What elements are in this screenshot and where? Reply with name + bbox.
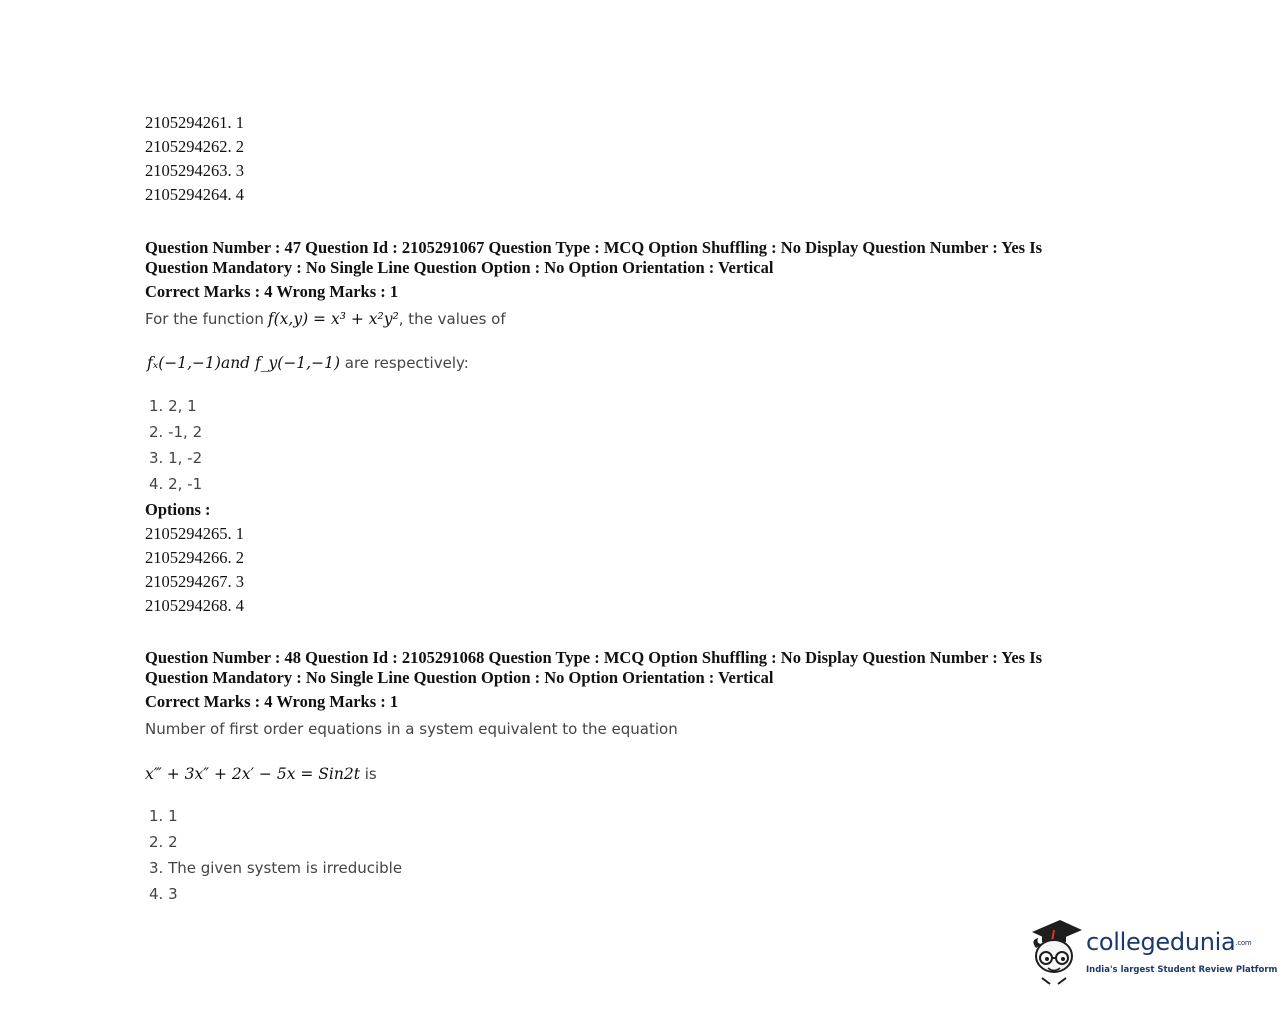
option-id-line: 2105294266. 2	[145, 548, 244, 567]
question-47-text-suffix: , the values of	[398, 310, 506, 328]
question-47-derivatives: fₓ(−1,−1)and f_y(−1,−1)	[147, 354, 340, 372]
question-48-choice: 2. 2	[149, 833, 178, 851]
question-48-equation-suffix: is	[359, 765, 377, 783]
question-47-derivative-suffix: are respectively:	[340, 354, 469, 372]
question-47-derivative-line	[147, 351, 469, 375]
option-id-line: 2105294268. 4	[145, 596, 244, 615]
question-47-meta-line1: Question Number : 47 Question Id : 2105291067 Question Type : MCQ Option Shuffling : No Display Question Number : Yes Is	[145, 238, 1043, 257]
question-47-text	[145, 307, 506, 331]
question-47-choice: 3. 1, -2	[149, 449, 203, 467]
option-id-line: 2105294263. 3	[145, 161, 244, 180]
logo-tagline: India's largest Student Review Platform	[1086, 965, 1278, 975]
option-id-line: 2105294261. 1	[145, 113, 244, 132]
question-47-text-prefix: For the function	[145, 310, 264, 328]
question-47-options-label: Options :	[145, 500, 211, 519]
question-48-text: Number of first order equations in a system equivalent to the equation	[145, 720, 678, 738]
collegedunia-logo	[1024, 918, 1278, 990]
question-47-function: f(x,y) = x³ + x²y²	[267, 310, 399, 328]
question-48-choice: 1. 1	[149, 807, 178, 825]
option-id-line: 2105294267. 3	[145, 572, 244, 591]
question-47-choice: 4. 2, -1	[149, 475, 203, 493]
question-47-choice: 1. 2, 1	[149, 397, 197, 415]
question-48-choice: 4. 3	[149, 885, 178, 903]
question-48-meta-line2: Question Mandatory : No Single Line Question Option : No Option Orientation : Vertical	[145, 668, 774, 687]
question-48-marks: Correct Marks : 4 Wrong Marks : 1	[145, 692, 399, 711]
option-id-line: 2105294264. 4	[145, 185, 244, 204]
question-48-choice: 3. The given system is irreducible	[149, 859, 403, 877]
question-48-equation: x‴ + 3x″ + 2x′ − 5x = Sin2t	[145, 765, 360, 783]
mascot-icon	[1024, 918, 1086, 990]
question-47-marks: Correct Marks : 4 Wrong Marks : 1	[145, 282, 399, 301]
question-47-choice: 2. -1, 2	[149, 423, 203, 441]
option-id-line: 2105294262. 2	[145, 137, 244, 156]
question-48-meta-line1: Question Number : 48 Question Id : 2105291068 Question Type : MCQ Option Shuffling : No Display Question Number : Yes Is	[145, 648, 1043, 667]
option-id-line: 2105294265. 1	[145, 524, 244, 543]
logo-wordmark: collegedunia.com	[1086, 928, 1252, 956]
question-47-meta-line2: Question Mandatory : No Single Line Question Option : No Option Orientation : Vertical	[145, 258, 774, 277]
question-48-equation-line	[145, 762, 377, 786]
